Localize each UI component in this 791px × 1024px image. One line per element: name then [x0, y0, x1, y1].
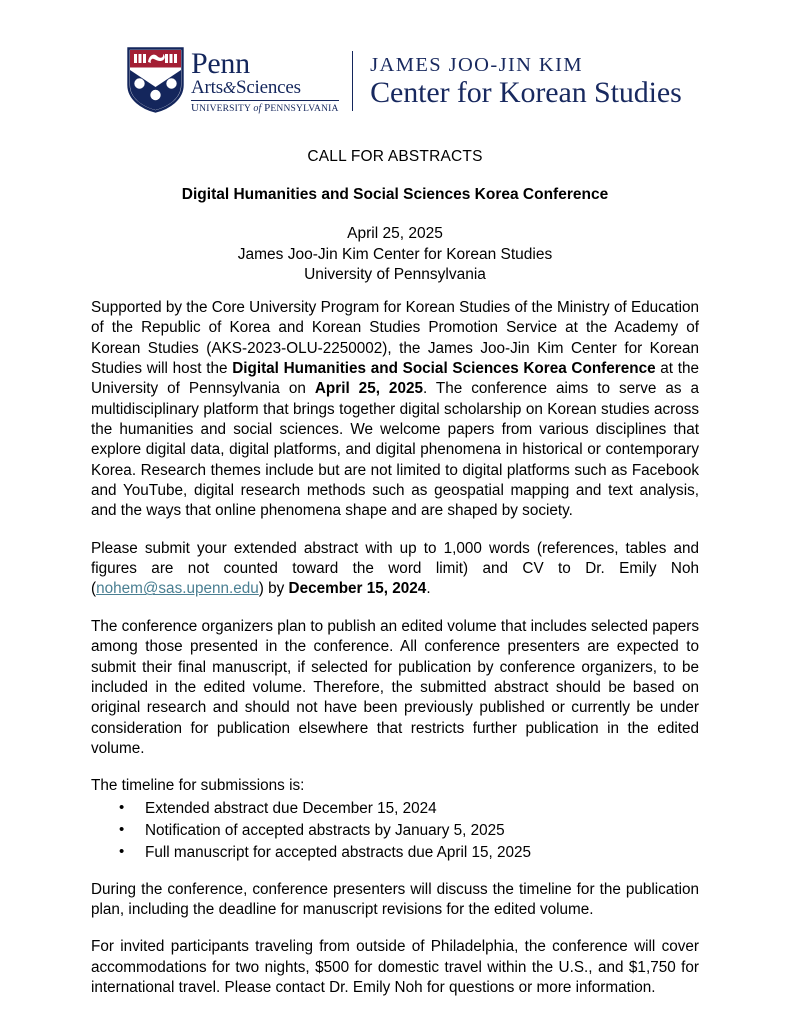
list-item: • Extended abstract due December 15, 2024	[145, 798, 699, 820]
center-donor-name: JAMES JOO-JIN KIM	[370, 53, 583, 76]
event-university: University of Pennsylvania	[304, 266, 486, 284]
letterhead-divider	[352, 51, 354, 111]
p2-bold-deadline: December 15, 2024	[288, 580, 427, 598]
penn-wordmark	[191, 47, 339, 114]
penn-arts-sciences-logo	[127, 47, 339, 115]
p1-bold-date: April 25, 2025	[314, 380, 423, 398]
p2-part-a: Please submit your extended abstract with up to 1,000 words (references, tables and figures are not counted toward the word limit) and CV to Dr. Emily Noh (	[91, 539, 699, 598]
timeline-list	[91, 798, 699, 865]
conference-title: Digital Humanities and Social Sciences Korea Conference	[181, 186, 609, 203]
p1-bold-conference: Digital Humanities and Social Sciences Korea Conference	[232, 360, 656, 378]
paragraph-during-conference: During the conference, conference presenters will discuss the timeline for the publication plan, including the deadline for manuscript revisions for the edited volume.	[91, 880, 699, 918]
penn-rest: ENNSYLVANIA	[270, 104, 339, 115]
ampersand-glyph: &	[222, 77, 236, 97]
contact-email-link[interactable]: nohem@sas.upenn.edu	[96, 580, 259, 598]
univ-u: U	[191, 102, 200, 115]
letterhead	[127, 45, 682, 117]
penn-school-pre: Arts	[191, 76, 223, 98]
korean-studies-center-logo	[370, 53, 682, 110]
univ-of: of	[253, 103, 262, 115]
wordmark-rule	[191, 100, 339, 102]
list-item: • Full manuscript for accepted abstracts due April 15, 2025	[145, 842, 699, 864]
list-item: • Notification of accepted abstracts by January 5, 2025	[145, 820, 699, 842]
paragraph-travel-support: For invited participants traveling from outside of Philadelphia, the conference will cover accommodations for two nights, $500 for domestic travel within the U.S., and $1,750 for international travel. Please contact Dr. Emily Noh for questions or more information.	[91, 938, 699, 996]
event-date: April 25, 2025	[347, 225, 443, 242]
p1-part-a: Supported by the Core University Program for Korean Studies of the Ministry of Education of the Republic of Korea and Korean Studies Promotion Service at the Academy of Korean Studies (AKS-2023-OLU-2250002), the James Joo-Jin Kim Center for Korean Studies will host the	[91, 299, 699, 378]
p1-part-b: at the University of Pennsylvania on	[91, 360, 699, 398]
document-body	[91, 298, 699, 998]
penn-name: Penn	[191, 47, 250, 80]
penn-school-name	[191, 78, 339, 99]
paragraph-support	[91, 298, 699, 522]
call-for-abstracts-label: CALL FOR ABSTRACTS	[307, 148, 483, 165]
event-center: James Joo-Jin Kim Center for Korean Studies	[237, 245, 553, 263]
event-details-block	[91, 224, 699, 286]
penn-university-line	[191, 102, 339, 114]
p1-part-c: . The conference aims to serve as a multidisciplinary platform that brings together digital scholarship on Korean studies across the humanities and social sciences. We welcome papers from various disciplines that explore digital data, digital platforms, and digital phenomena in historical or contemporary Korea. Research themes include but are not limited to digital platforms such as Facebook and YouTube, digital research methods such as geospatial mapping and text analysis, and the ways that online phenomena shape and are shaped by society.	[91, 380, 699, 520]
paragraph-submission	[91, 539, 699, 600]
center-name: Center for Korean Studies	[370, 76, 682, 110]
penn-shield-icon	[127, 47, 184, 113]
penn-p: P	[264, 102, 271, 115]
paragraph-edited-volume: The conference organizers plan to publish an edited volume that includes selected papers among those presented in the conference. All conference presenters are expected to submit their final manuscript, if selected for publication by conference organizers, to be included in the edited volume. Therefore, the submitted abstract should be based on original research and should not have been previously published or currently be under consideration for publication elsewhere that restricts further publication in the edited volume.	[91, 617, 700, 757]
timeline-intro: The timeline for submissions is:	[91, 777, 305, 795]
p2-part-b: ) by	[258, 580, 289, 598]
univ-rest: NIVERSITY	[199, 104, 251, 115]
penn-school-post: Sciences	[235, 76, 301, 98]
p2-part-c: .	[426, 580, 431, 598]
